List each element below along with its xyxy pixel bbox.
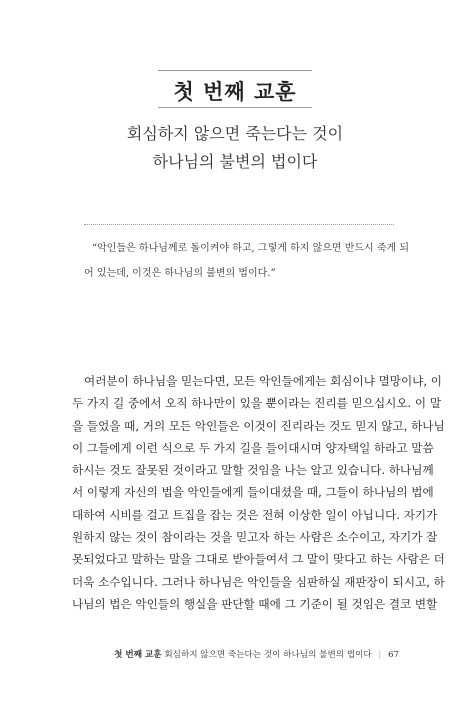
body-line: 나님의 법은 악인들의 행실을 판단할 때에 그 기준이 될 것임은 결코 변할: [72, 596, 438, 611]
subtitle-line-1: 회심하지 않으면 죽는다는 것이: [126, 124, 344, 143]
page-footer: [114, 648, 399, 660]
body-line: 못되었다고 말하는 말을 그대로 받아들여서 그 말이 맞다고 하는 사람은 더: [72, 552, 445, 567]
body-line: 여러분이 하나님을 믿는다면, 모든 악인들에게는 회심이냐 멸망이냐, 이: [84, 374, 442, 388]
body-text: [72, 370, 445, 615]
body-line: 더욱 소수입니다. 그러나 하나님은 악인들을 심판하실 재판장이 되시고, 하: [72, 574, 445, 589]
title-bottom-rule: [158, 107, 312, 108]
epigraph-quote: [84, 236, 410, 286]
body-line: 을 들었을 때, 거의 모든 악인들은 이것이 진리라는 것도 믿지 않고, 하나님: [72, 418, 445, 433]
quote-line: “악인들은 하나님께로 돌이켜야 하고, 그렇게 하지 않으면 반드시 죽게 되: [92, 243, 410, 254]
body-line: 이 그들에게 이런 식으로 두 가지 길을 들이대시며 양자택일 하라고 말씀: [72, 440, 434, 455]
quote-line: 어 있는데, 이것은 하나님의 불변의 법이다.”: [84, 268, 276, 279]
footer-subtitle: 회심하지 않으면 죽는다는 것이 하나님의 불변의 법이다: [164, 650, 372, 660]
page-number: 67: [388, 650, 399, 660]
body-line: 하시는 것도 잘못된 것이라고 말할 것임을 나는 알고 있습니다. 하나님께: [72, 463, 434, 478]
body-line: 서 이렇게 자신의 법을 악인들에게 들이대셨을 때, 그들이 하나님의 법에: [72, 485, 434, 500]
footer-chapter: 첫 번째 교훈: [114, 650, 162, 660]
subtitle-line-2: 하나님의 불변의 법이다: [152, 152, 318, 171]
body-line: 대하여 시비를 걸고 트집을 잡는 것은 전혀 이상한 일이 아닙니다. 자기가: [72, 507, 438, 522]
dotted-divider: [84, 224, 394, 225]
body-line: 두 가지 길 중에서 오직 하나만이 있을 뿐이라는 진리를 믿으십시오. 이 말: [72, 396, 442, 411]
footer-separator: |: [378, 650, 382, 660]
chapter-subtitle: [0, 120, 470, 176]
chapter-title: 첫 번째 교훈: [173, 80, 297, 104]
body-line: 원하지 않는 것이 참이라는 것을 믿고자 하는 사람은 소수이고, 자기가 잘: [72, 530, 438, 545]
title-top-rule: [158, 70, 312, 71]
